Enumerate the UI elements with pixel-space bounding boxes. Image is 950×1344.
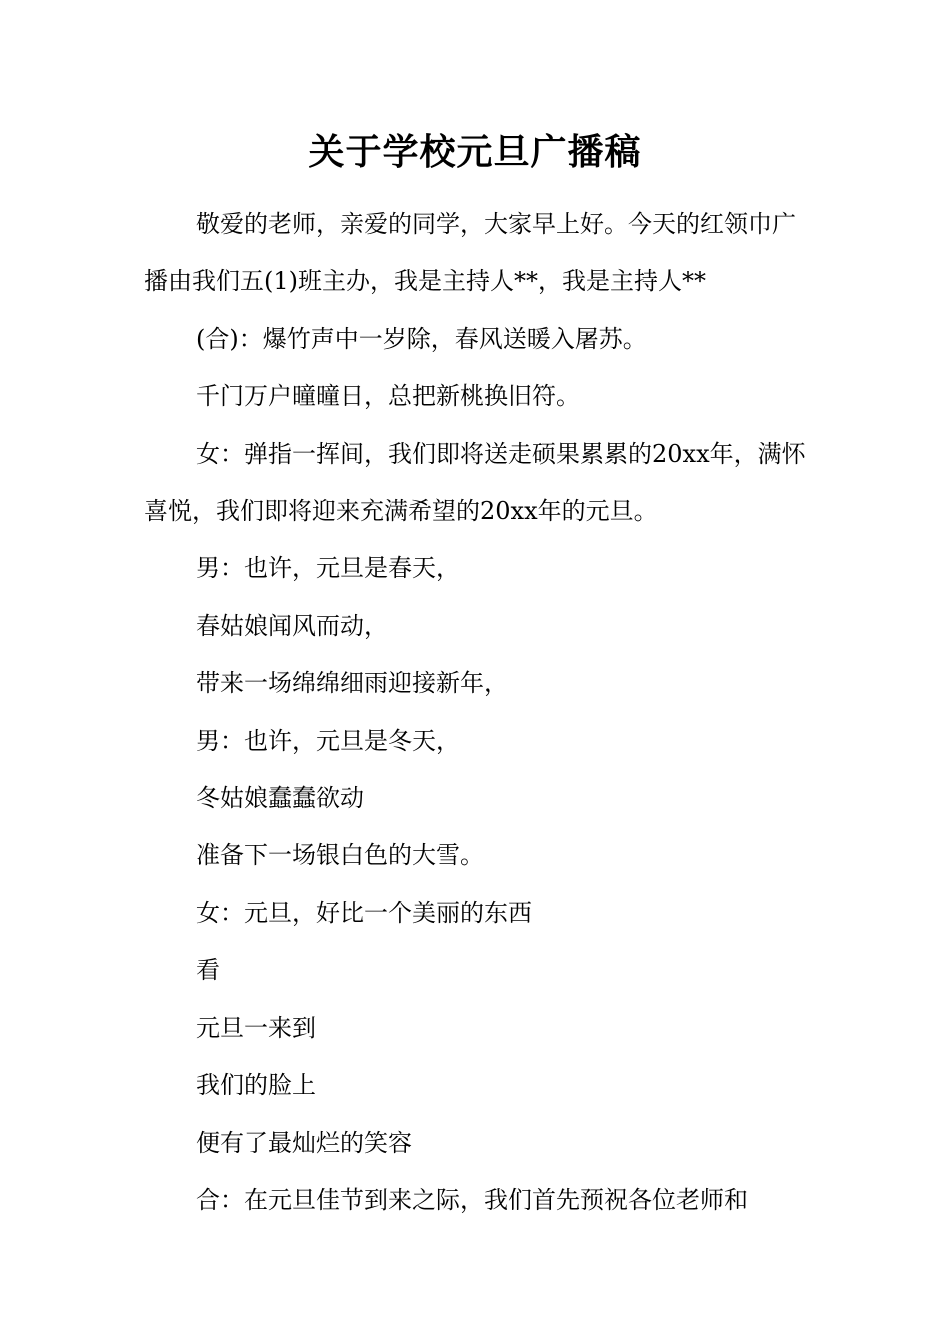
paragraph: 准备下一场银白色的大雪。 bbox=[196, 841, 484, 870]
paragraph: 男：也许，元旦是春天， bbox=[196, 554, 460, 583]
paragraph: 便有了最灿烂的笑容 bbox=[196, 1128, 412, 1157]
paragraph: 带来一场绵绵细雨迎接新年， bbox=[196, 669, 508, 698]
paragraph: 女：弹指一挥间，我们即将送走硕果累累的20xx年，满怀喜悦，我们即将迎来充满希望的20xx年的元旦。 bbox=[144, 439, 806, 526]
paragraph: 冬姑娘蠢蠢欲动 bbox=[196, 784, 364, 813]
paragraph: 千门万户曈曈日，总把新桃换旧符。 bbox=[196, 382, 580, 411]
paragraph: 我们的脸上 bbox=[196, 1071, 316, 1100]
paragraph: 春姑娘闻风而动， bbox=[196, 611, 388, 640]
paragraph: 看 bbox=[196, 956, 220, 985]
paragraph: 合：在元旦佳节到来之际，我们首先预祝各位老师和 bbox=[196, 1185, 748, 1214]
paragraph: 元旦一来到 bbox=[196, 1013, 316, 1042]
paragraph: (合)：爆竹声中一岁除，春风送暖入屠苏。 bbox=[196, 324, 647, 353]
document-body bbox=[144, 196, 809, 1229]
document-title: 关于学校元旦广播稿 bbox=[308, 131, 642, 173]
paragraph: 女：元旦，好比一个美丽的东西 bbox=[196, 898, 532, 927]
paragraph: 男：也许，元旦是冬天， bbox=[196, 726, 460, 755]
paragraph: 敬爱的老师，亲爱的同学，大家早上好。今天的红领巾广播由我们五(1)班主办，我是主持人**，我是主持人** bbox=[144, 210, 796, 296]
